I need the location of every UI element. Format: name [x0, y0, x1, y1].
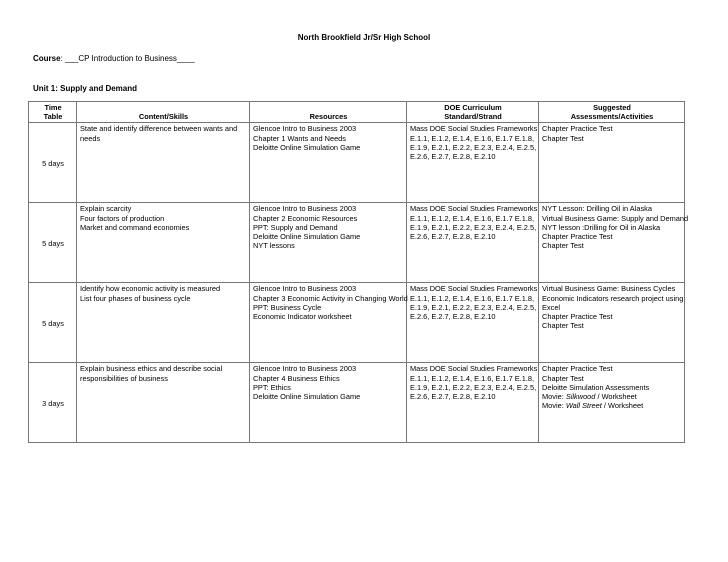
- table-body: [29, 123, 689, 443]
- resources-line: Economic Indicator worksheet: [253, 312, 352, 322]
- resources-line: Glencoe Intro to Business 2003: [253, 284, 357, 294]
- doe-line: E.2.6, E.2.7, E.2.8, E.2.10: [410, 392, 496, 402]
- doe-line: E.1.9, E.2.1, E.2.2, E.2.3, E.2.4, E.2.5,: [410, 302, 537, 312]
- resources-line: PPT: Ethics: [253, 382, 291, 392]
- table-row: [29, 363, 685, 443]
- table-row: [29, 283, 685, 363]
- resources-line: Deloitte Online Simulation Game: [253, 232, 361, 242]
- resources-cell: [250, 203, 407, 283]
- resources-line: Chapter 4 Business Ethics: [253, 373, 340, 383]
- doe-line: Mass DOE Social Studies Frameworks: [410, 204, 538, 214]
- header-time-table: Time Table: [29, 102, 77, 123]
- school-title: North Brookfield Jr/Sr High School: [297, 33, 431, 42]
- resources-line: Glencoe Intro to Business 2003: [253, 364, 357, 374]
- assess-line: NYT lesson :Drilling for Oil in Alaska: [542, 222, 661, 232]
- content-line: Market and command economies: [80, 222, 190, 232]
- table-header-row: [29, 102, 685, 123]
- assess-line: Economic Indicators research project using: [542, 293, 684, 303]
- content-line: List four phases of business cycle: [80, 293, 191, 303]
- content-line: Explain business ethics and describe social: [80, 364, 223, 374]
- course-value: : ___CP Introduction to Business____: [60, 54, 195, 63]
- doe-line: E.1.1, E.1.2, E.1.4, E.1.6, E.1.7 E.1.8,: [410, 133, 535, 143]
- header-content-skills: Content/Skills: [77, 102, 250, 123]
- assess-line: Virtual Business Game: Supply and Demand: [542, 213, 689, 223]
- curriculum-table: [28, 101, 689, 443]
- doe-line: Mass DOE Social Studies Frameworks: [410, 124, 538, 134]
- time-cell: 5 days: [29, 123, 77, 203]
- movie-title: Wall Street: [565, 401, 602, 411]
- resources-cell: [250, 123, 407, 203]
- assess-line: Excel: [542, 302, 561, 312]
- doe-cell: [407, 283, 539, 363]
- resources-line: PPT: Supply and Demand: [253, 222, 338, 232]
- assess-line: Deloitte Simulation Assessments: [542, 382, 650, 392]
- doe-line: E.1.1, E.1.2, E.1.4, E.1.6, E.1.7 E.1.8,: [410, 373, 535, 383]
- assess-line: Chapter Practice Test: [542, 124, 613, 134]
- resources-line: Deloitte Online Simulation Game: [253, 392, 361, 402]
- movie-title: Silkwood: [565, 392, 596, 402]
- doe-cell: [407, 363, 539, 443]
- assess-line: Chapter Test: [542, 373, 584, 383]
- resources-cell: [250, 283, 407, 363]
- course-label: Course: [33, 54, 61, 63]
- assess-cell: [539, 123, 685, 203]
- content-cell: [77, 363, 250, 443]
- doe-line: E.2.6, E.2.7, E.2.8, E.2.10: [410, 232, 496, 242]
- resources-line: Chapter 1 Wants and Needs: [253, 133, 346, 143]
- doe-line: E.2.6, E.2.7, E.2.8, E.2.10: [410, 312, 496, 322]
- header-resources: Resources: [250, 102, 407, 123]
- content-line: Identify how economic activity is measured: [80, 284, 221, 294]
- resources-line: NYT lessons: [253, 241, 295, 251]
- content-cell: [77, 283, 250, 363]
- resources-line: Chapter 3 Economic Activity in Changing World: [253, 293, 408, 303]
- resources-line: Glencoe Intro to Business 2003: [253, 204, 357, 214]
- assess-line: Chapter Practice Test: [542, 312, 613, 322]
- doe-cell: [407, 203, 539, 283]
- content-line: State and identify difference between wants and: [80, 124, 238, 134]
- assess-line: Chapter Practice Test: [542, 364, 613, 374]
- content-line: responsibilities of business: [80, 373, 168, 383]
- assess-line: Chapter Practice Test: [542, 232, 613, 242]
- header-assessments: Suggested Assessments/Activities: [539, 102, 685, 123]
- resources-line: Chapter 2 Economic Resources: [253, 213, 358, 223]
- resources-line: Glencoe Intro to Business 2003: [253, 124, 357, 134]
- content-line: needs: [80, 133, 101, 143]
- resources-line: Deloitte Online Simulation Game: [253, 142, 361, 152]
- resources-cell: [250, 363, 407, 443]
- assess-cell: [539, 363, 685, 443]
- doe-line: E.1.1, E.1.2, E.1.4, E.1.6, E.1.7 E.1.8,: [410, 213, 535, 223]
- resources-line: PPT: Business Cycle: [253, 302, 322, 312]
- assess-line: Chapter Test: [542, 321, 584, 331]
- assess-cell: [539, 283, 685, 363]
- doe-line: E.1.9, E.2.1, E.2.2, E.2.3, E.2.4, E.2.5,: [410, 142, 537, 152]
- table-row: [29, 203, 685, 283]
- unit-title: Unit 1: Supply and Demand: [33, 84, 138, 93]
- doe-line: Mass DOE Social Studies Frameworks: [410, 284, 538, 294]
- time-cell: 3 days: [29, 363, 77, 443]
- doe-line: E.1.9, E.2.1, E.2.2, E.2.3, E.2.4, E.2.5,: [410, 382, 537, 392]
- doe-cell: [407, 123, 539, 203]
- assess-line: NYT Lesson: Drilling Oil in Alaska: [542, 204, 652, 214]
- table-row: [29, 123, 685, 203]
- doe-line: E.2.6, E.2.7, E.2.8, E.2.10: [410, 152, 496, 162]
- time-cell: 5 days: [29, 283, 77, 363]
- assess-line: Chapter Test: [542, 241, 584, 251]
- time-cell: 5 days: [29, 203, 77, 283]
- content-line: Four factors of production: [80, 213, 165, 223]
- doe-line: E.1.1, E.1.2, E.1.4, E.1.6, E.1.7 E.1.8,: [410, 293, 535, 303]
- doe-line: Mass DOE Social Studies Frameworks: [410, 364, 538, 374]
- movie-line: Movie: Wall Street / Worksheet: [542, 401, 644, 411]
- content-line: Explain scarcity: [80, 204, 132, 214]
- movie-line: Movie: Silkwood / Worksheet: [542, 392, 637, 402]
- content-cell: [77, 123, 250, 203]
- assess-line: Chapter Test: [542, 133, 584, 143]
- header-doe-standard: DOE Curriculum Standard/Strand: [407, 102, 539, 123]
- assess-line: Virtual Business Game: Business Cycles: [542, 284, 676, 294]
- assess-cell: [539, 203, 689, 283]
- course-line: [33, 54, 195, 63]
- doe-line: E.1.9, E.2.1, E.2.2, E.2.3, E.2.4, E.2.5,: [410, 222, 537, 232]
- content-cell: [77, 203, 250, 283]
